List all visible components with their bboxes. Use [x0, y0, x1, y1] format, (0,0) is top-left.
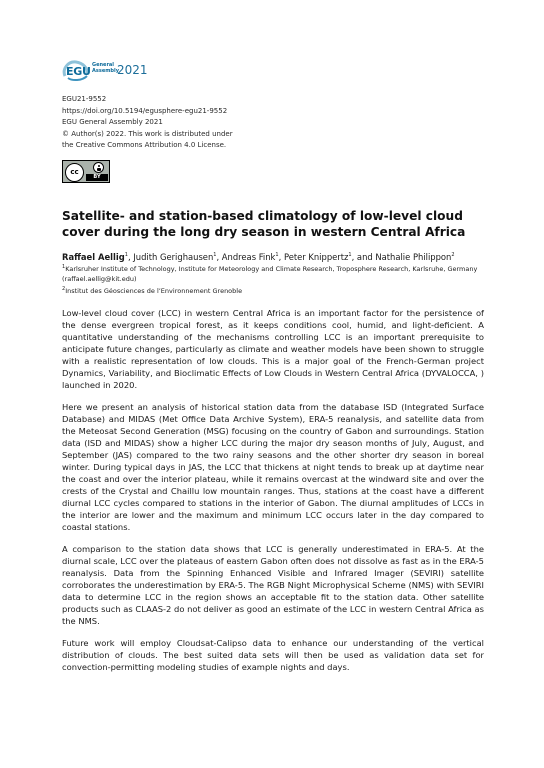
copyright-line-1: © Author(s) 2022. This work is distributed under — [62, 129, 233, 138]
author-affiliation: 1 — [124, 252, 128, 258]
author-separator: , — [127, 251, 134, 262]
logo-subtitle — [92, 63, 119, 74]
author-name: Nathalie Philippon — [375, 251, 452, 262]
logo-subtitle-line2: Assembly — [92, 67, 119, 74]
affiliation-number: 1 — [62, 264, 66, 270]
author-separator: , — [278, 251, 284, 262]
abstract-meta — [62, 94, 233, 152]
author-separator: , — [216, 251, 222, 262]
author-affiliation: 1 — [348, 252, 352, 258]
cc-icon: cc — [65, 163, 84, 182]
author-affiliation: 2 — [451, 252, 455, 258]
body-paragraph: Low-level cloud cover (LCC) in western Central Africa is an important factor for the persistence of the dense evergreen tropical forest, as it keeps conditions cool, humid, and light-deficient. A quantitative understanding of the mechanisms controlling LCC is an important prerequisite to anticipate future changes, particularly as climate and weather models have been shown to struggle with a realistic representation of low clouds. This is a major goal of the French-German project Dynamics, Variability, and Bioclimatic Effects of Low Clouds in Western Central Africa (DYVALOCCA, ) launched in 2020. — [62, 308, 484, 390]
paper-title: Satellite- and station-based climatology of low-level cloud cover during the long dry season in western Central Africa — [62, 209, 466, 239]
author-affiliation: 1 — [275, 252, 279, 258]
affiliation-text: Institut des Géosciences de l’Environnement Grenoble — [65, 287, 243, 296]
affiliation-text: Karlsruher Institute of Technology, Institute for Meteorology and Climate Research, Troposphere Research, Karlsruhe, Germany (raffael.aellig@kit.edu) — [62, 265, 478, 284]
author-name: Peter Knippertz — [283, 251, 349, 262]
author-name: Raffael Aellig — [62, 251, 125, 262]
cc-by-license-badge[interactable] — [62, 160, 110, 183]
author-list — [62, 250, 482, 263]
body-paragraph: Future work will employ Cloudsat-Calipso data to enhance our understanding of the vertical distribution of clouds. The best suited data sets will then be used as validation data set for convection-permitting modeling studies of example nights and days. — [62, 638, 484, 672]
abstract-body — [62, 307, 484, 683]
copyright-line-2: the Creative Commons Attribution 4.0 License. — [62, 141, 227, 150]
logo-subtitle-line1: General — [92, 62, 114, 68]
author-name: Andreas Fink — [221, 251, 276, 262]
affiliation-1 — [62, 262, 482, 284]
by-label: BY — [86, 174, 108, 181]
affiliation-number: 2 — [62, 286, 66, 292]
body-paragraph: A comparison to the station data shows that LCC is generally underestimated in ERA-5. At the diurnal scale, LCC over the plateaus of eastern Gabon often does not dissolve as fast as in the ERA-5 reanalysis. Data from the Spinning Enhanced Visible and Infrared Imager (SEVIRI) satellite corroborates the underestimation by ERA-5. The RGB Night Microphysical Scheme (NMS) with SEVIRI data to determine LCC in the region shows an acceptable fit to the station data. Other satellite products such as CLAAS-2 do not deliver as good an estimate of the LCC in western Central Africa as the NMS. — [62, 544, 484, 626]
author-name: Judith Gerighausen — [133, 251, 214, 262]
author-separator: , and — [351, 251, 376, 262]
egu-logo — [62, 60, 148, 82]
conference-name: EGU General Assembly 2021 — [62, 118, 163, 127]
doi-link[interactable]: https://doi.org/10.5194/egusphere-egu21-9552 — [62, 106, 228, 115]
affiliation-2 — [62, 284, 482, 296]
abstract-id: EGU21-9552 — [62, 95, 107, 103]
person-icon — [93, 162, 104, 173]
logo-brand: EGU — [66, 65, 91, 78]
logo-year: 2021 — [117, 63, 148, 77]
body-paragraph: Here we present an analysis of historical station data from the database ISD (Integrated Surface Database) and MIDAS (Met Office Data Archive System), ERA-5 reanalysis, and satellite data from the Meteosat Second Generation (MSG) focusing on the country of Gabon and surroundings. Station data (ISD and MIDAS) show a higher LCC during the major dry season months of July, August, and September (JAS) compared to the two rainy seasons and the other shorter dry season in boreal winter. During typical days in JAS, the LCC that thickens at night tends to break up at daytime near the coast and over the interior plateau, while it remains overcast at the windward site and over the crests of the Crystal and Chaillu low mountain ranges. Thus, stations at the coast have a different diurnal LCC cycles compared to stations in the interior of Gabon. The diurnal amplitudes of LCCs in the interior are lower and the maximum and minimum LCC occurs later in the day compared to coastal stations. — [62, 402, 484, 532]
author-affiliation: 1 — [213, 252, 217, 258]
